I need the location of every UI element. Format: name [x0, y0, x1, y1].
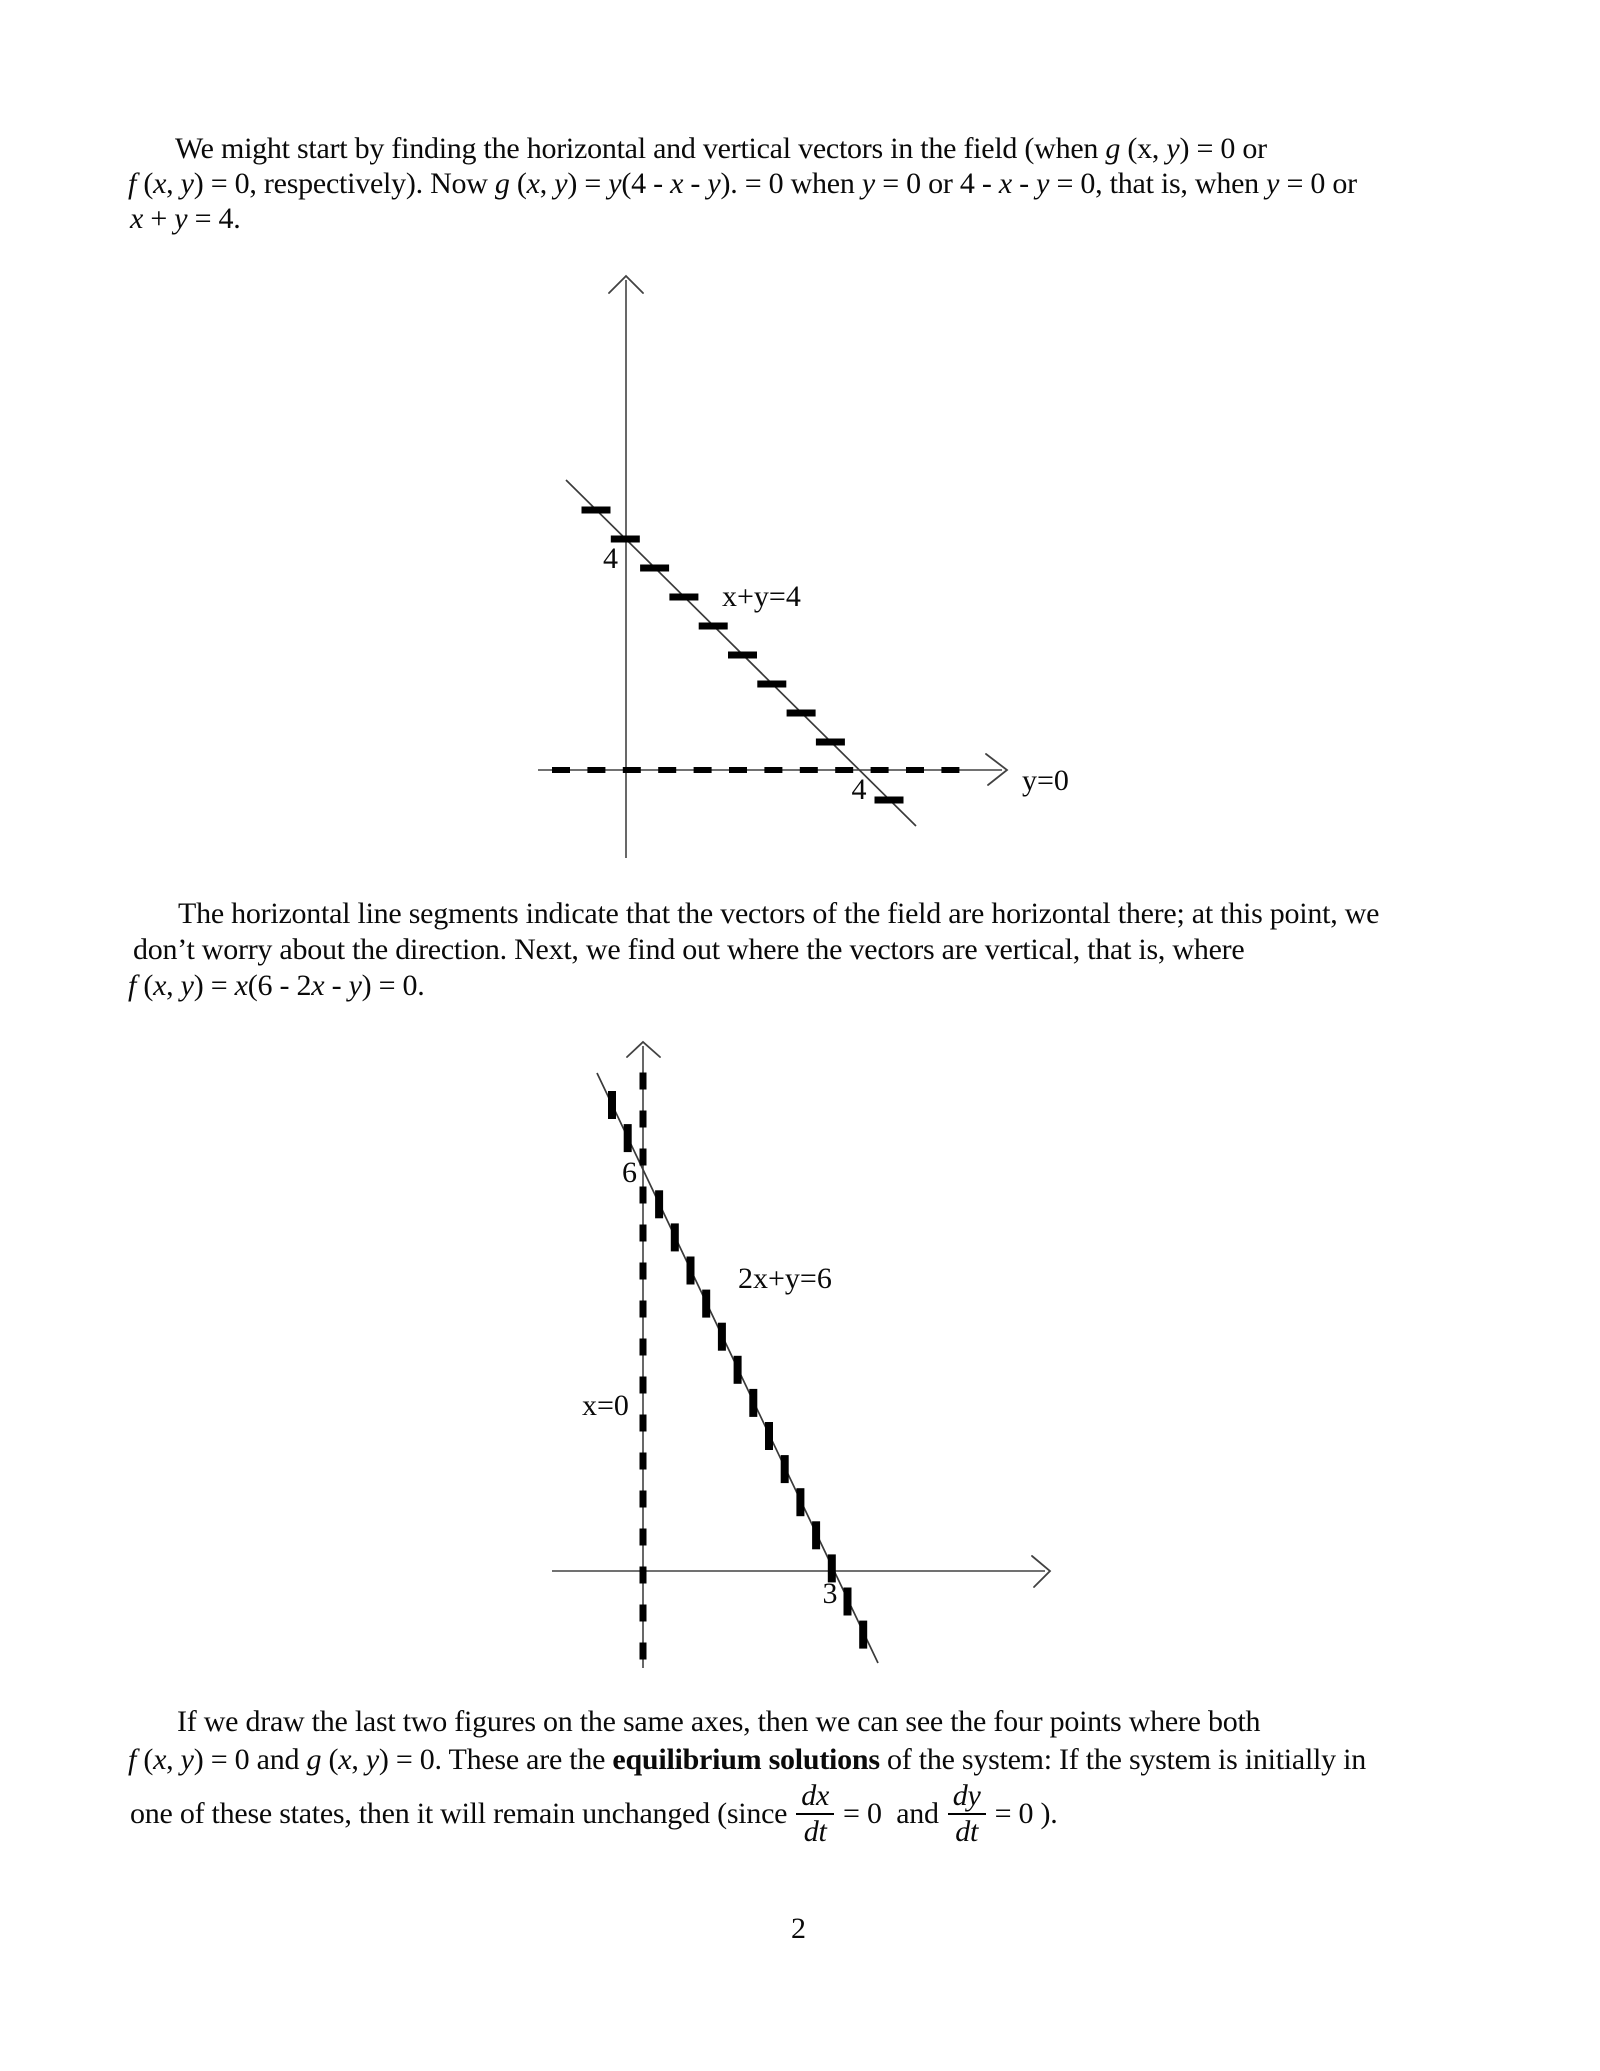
vector-segment-dash	[640, 565, 669, 572]
vector-segment-dash	[624, 1124, 632, 1152]
p3-line3-text-post: = 0 ).	[994, 1797, 1058, 1830]
fraction-numerator: dy	[948, 1781, 986, 1815]
vector-segment-dash	[699, 623, 728, 630]
vector-segment-dash	[655, 1190, 663, 1218]
paragraph-1-line-3: x + y = 4.	[130, 202, 241, 235]
vector-segment-dash	[906, 767, 924, 773]
vector-segment-dash	[816, 739, 845, 746]
dx-dt-fraction	[796, 1781, 834, 1847]
fig2-x-intercept-label: 3	[822, 1577, 838, 1610]
p3-line3-text-pre: one of these states, then it will remain unchanged (since	[130, 1797, 788, 1830]
vector-segment-dash	[669, 594, 698, 601]
vector-segment-dash	[728, 652, 757, 659]
fig1-y-intercept-label: 4	[603, 542, 618, 575]
vector-segment-dash	[765, 1422, 773, 1450]
vector-segment-dash	[640, 1491, 647, 1508]
vector-segment-dash	[640, 1073, 647, 1090]
fig1-x-intercept-label: 4	[851, 773, 867, 806]
vector-segment-dash	[640, 1529, 647, 1546]
vector-segment-dash	[640, 1605, 647, 1622]
vector-segment-dash	[640, 1567, 647, 1584]
vector-segment-dash	[608, 1091, 616, 1119]
paragraph-1-line-1: We might start by finding the horizontal and vertical vectors in the field (when g (x, y) = 0 or	[175, 132, 1267, 165]
figure-1-nullcline-x-plus-y-4	[520, 260, 1100, 870]
vector-segment-dash	[844, 1588, 852, 1616]
figure-2-nullcline-2x-plus-y-6	[530, 1030, 1100, 1680]
vector-segment-dash	[757, 681, 786, 688]
vector-segment-dash	[718, 1323, 726, 1351]
vector-segment-dash	[749, 1389, 757, 1417]
vector-segment-dash	[623, 767, 641, 773]
vector-segment-dash	[835, 767, 853, 773]
fraction-denominator: dt	[955, 1815, 979, 1848]
vector-segment-dash	[875, 797, 904, 804]
fraction-numerator: dx	[796, 1781, 834, 1815]
page-number: 2	[791, 1912, 806, 1945]
fig2-line-equation-label: 2x+y=6	[738, 1262, 832, 1295]
vector-segment-dash	[694, 767, 712, 773]
vector-segment-dash	[640, 1415, 647, 1432]
vector-segment-dash	[812, 1521, 820, 1549]
paragraph-2-line-2: don’t worry about the direction. Next, we find out where the vectors are vertical, that is, where	[133, 933, 1245, 966]
vector-segment-dash	[671, 1223, 679, 1251]
fig2-y-intercept-label: 6	[622, 1156, 637, 1189]
vector-segment-dash	[871, 767, 889, 773]
p3-line3-text-mid: = 0 and	[843, 1797, 939, 1830]
vector-segment-dash	[764, 767, 782, 773]
vector-segment-dash	[640, 1301, 647, 1318]
fig2-axis-equation-label: x=0	[582, 1389, 629, 1422]
paragraph-3-line-3	[130, 1779, 1058, 1848]
vector-segment-dash	[640, 1149, 647, 1166]
vector-segment-dash	[687, 1257, 695, 1285]
vector-segment-dash	[941, 767, 959, 773]
dy-dt-fraction	[948, 1781, 986, 1847]
vector-segment-dash	[787, 710, 816, 717]
paragraph-2-line-1: The horizontal line segments indicate that the vectors of the field are horizontal there; at this point, we	[178, 897, 1380, 930]
vector-segment-dash	[859, 1621, 867, 1649]
vector-segment-dash	[640, 1263, 647, 1280]
fig1-line-equation-label: x+y=4	[722, 580, 801, 613]
vector-segment-dash	[640, 1187, 647, 1204]
vector-segment-dash	[800, 767, 818, 773]
paragraph-1-line-2: f (x, y) = 0, respectively). Now g (x, y) = y(4 - x - y). = 0 when y = 0 or 4 - x - y = 0, that is, when y = 0 or	[128, 167, 1357, 200]
vector-segment-dash	[640, 1377, 647, 1394]
vector-segment-dash	[734, 1356, 742, 1384]
vector-segment-dash	[640, 1339, 647, 1356]
vector-segment-dash	[587, 767, 605, 773]
fig1-horizontal-vector-segments	[582, 507, 904, 804]
paragraph-3-line-1: If we draw the last two figures on the same axes, then we can see the four points where both	[177, 1705, 1261, 1738]
paragraph-2-line-3: f (x, y) = x(6 - 2x - y) = 0.	[128, 969, 425, 1002]
fig2-vertical-vector-segments	[608, 1091, 867, 1649]
fig1-axis-equation-label: y=0	[1022, 764, 1069, 797]
vector-segment-dash	[582, 507, 611, 514]
vector-segment-dash	[729, 767, 747, 773]
vector-segment-dash	[658, 767, 676, 773]
vector-segment-dash	[640, 1643, 647, 1660]
vector-segment-dash	[702, 1290, 710, 1318]
vector-segment-dash	[640, 1111, 647, 1128]
vector-segment-dash	[640, 1453, 647, 1470]
fraction-denominator: dt	[803, 1815, 827, 1848]
vector-segment-dash	[552, 767, 570, 773]
vector-segment-dash	[640, 1225, 647, 1242]
vector-segment-dash	[781, 1455, 789, 1483]
vector-segment-dash	[796, 1488, 804, 1516]
paragraph-3-line-2: f (x, y) = 0 and g (x, y) = 0. These are the equilibrium solutions of the system: If the system is initially in	[128, 1743, 1366, 1776]
